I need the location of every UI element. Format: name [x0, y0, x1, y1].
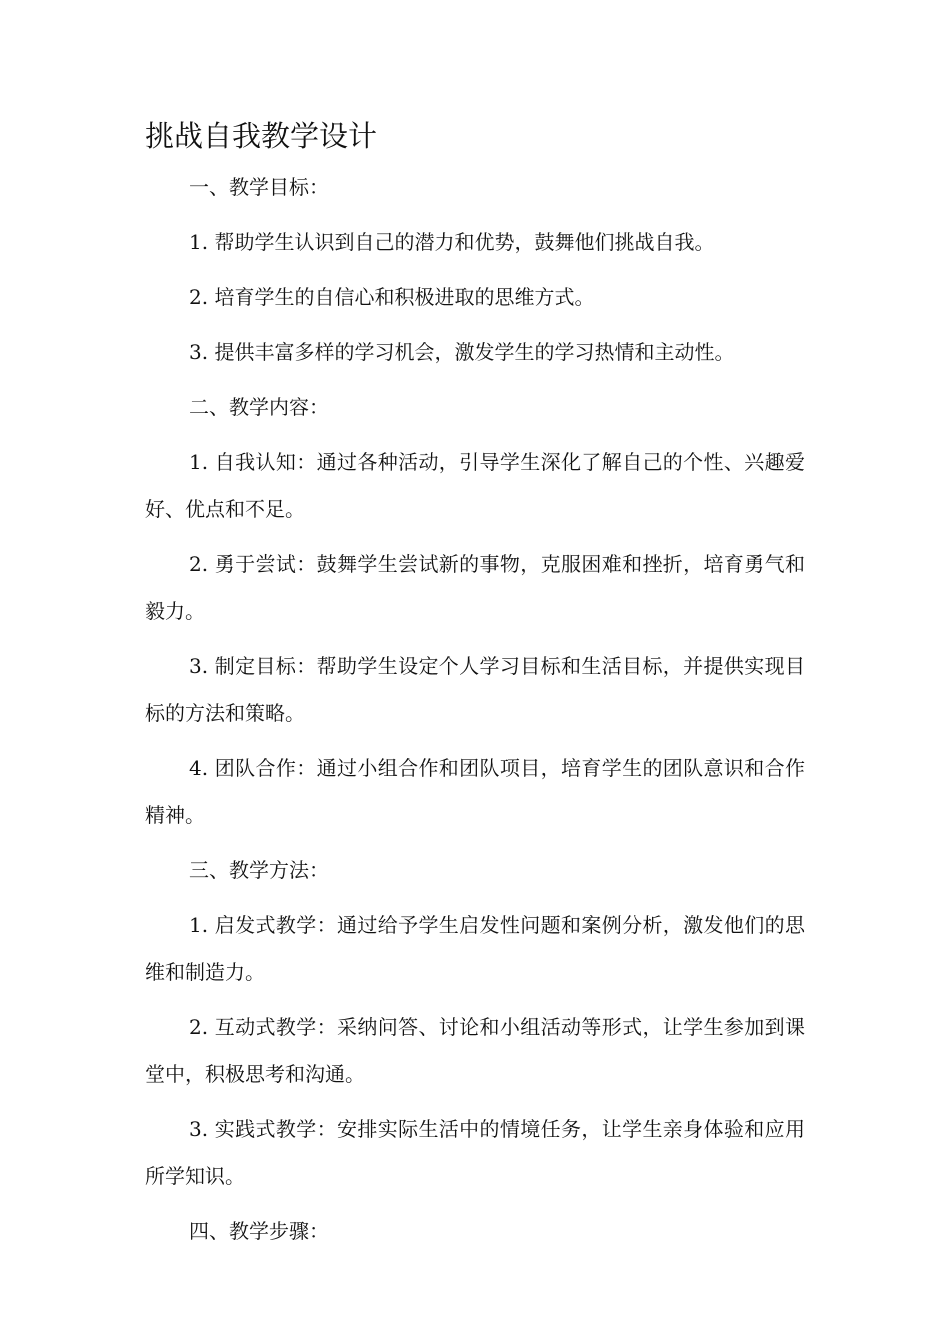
section-heading-content: 二、教学内容： [189, 395, 329, 419]
method-item-2: 2. 互动式教学：采纳问答、讨论和小组活动等形式，让学生参加到课堂中，积极思考和沟通。 [145, 1015, 805, 1086]
content-item-4: 4. 团队合作：通过小组合作和团队项目，培育学生的团队意识和合作精神。 [145, 756, 805, 827]
document-title: 挑战自我教学设计 [145, 119, 378, 153]
objective-item-2: 2. 培育学生的自信心和积极进取的思维方式。 [189, 285, 595, 309]
section-heading-objectives: 一、教学目标： [189, 175, 329, 199]
content-item-2: 2. 勇于尝试：鼓舞学生尝试新的事物，克服困难和挫折，培育勇气和毅力。 [145, 552, 805, 623]
document-page [145, 114, 805, 1263]
objective-item-1: 1. 帮助学生认识到自己的潜力和优势，鼓舞他们挑战自我。 [189, 230, 715, 254]
section-heading-methods: 三、教学方法： [189, 858, 329, 882]
objective-item-3: 3. 提供丰富多样的学习机会，激发学生的学习热情和主动性。 [189, 340, 735, 364]
method-item-3: 3. 实践式教学：安排实际生活中的情境任务，让学生亲身体验和应用所学知识。 [145, 1117, 805, 1188]
content-item-1: 1. 自我认知：通过各种活动，引导学生深化了解自己的个性、兴趣爱好、优点和不足。 [145, 450, 805, 521]
method-item-1: 1. 启发式教学：通过给予学生启发性问题和案例分析，激发他们的思维和制造力。 [145, 913, 805, 984]
section-heading-steps: 四、教学步骤： [189, 1219, 329, 1243]
content-item-3: 3. 制定目标：帮助学生设定个人学习目标和生活目标，并提供实现目标的方法和策略。 [145, 654, 805, 725]
